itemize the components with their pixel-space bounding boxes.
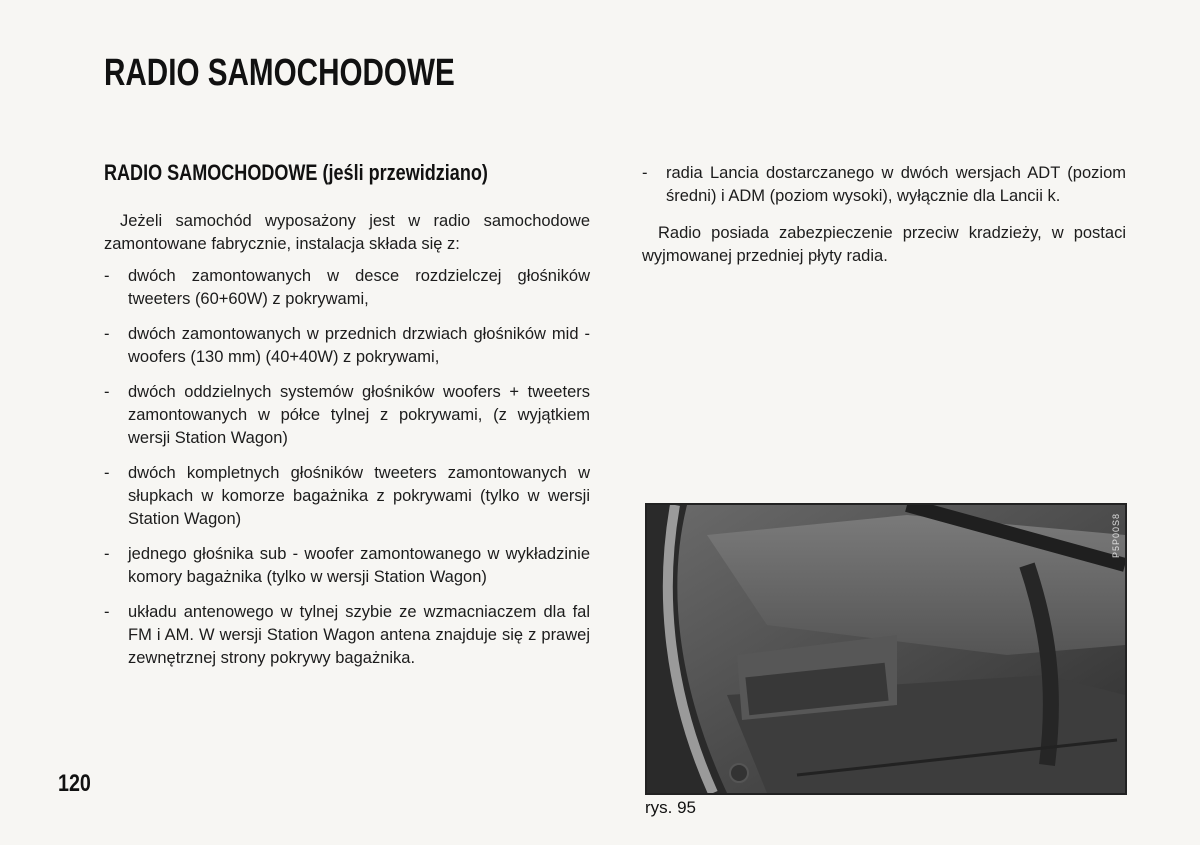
list-dash: -	[104, 325, 110, 343]
list-item	[104, 381, 590, 450]
list-item-text: radia Lancia dostarczanego w dwóch wersjach ADT (poziom średni) i ADM (poziom wysoki), wyłącznie dla Lancii k.	[666, 164, 1126, 205]
left-column	[104, 160, 590, 682]
list-item-text: dwóch zamontowanych w desce rozdzielczej głośników tweeters (60+60W) z pokrywami,	[128, 267, 590, 308]
component-list	[104, 265, 590, 670]
page-number: 120	[58, 770, 91, 797]
list-item-text: jednego głośnika sub - woofer zamontowanego w wykładzinie komory bagażnika (tylko w wersji Station Wagon)	[128, 545, 590, 586]
list-item-text: dwóch zamontowanych w przednich drzwiach głośników mid - woofers (130 mm) (40+40W) z pokrywami,	[128, 325, 590, 366]
list-dash: -	[104, 603, 110, 621]
list-item	[104, 323, 590, 369]
list-dash: -	[104, 545, 110, 563]
right-column	[642, 162, 1126, 268]
section-heading: RADIO SAMOCHODOWE (jeśli przewidziano)	[104, 160, 488, 185]
list-item	[104, 265, 590, 311]
list-item-text: układu antenowego w tylnej szybie ze wzmacniaczem dla fal FM i AM. W wersji Station Wagon antena znajduje się z prawej zewnętrznej strony pokrywy bagażnika.	[128, 603, 590, 667]
trunk-illustration	[647, 505, 1125, 793]
page-title: RADIO SAMOCHODOWE	[104, 52, 455, 94]
list-item	[104, 462, 590, 531]
list-dash: -	[104, 464, 110, 482]
list-dash: -	[642, 164, 648, 182]
intro-paragraph: Jeżeli samochód wyposażony jest w radio samochodowe zamontowane fabrycznie, instalacja składa się z:	[104, 212, 590, 253]
list-item	[104, 601, 590, 670]
list-item-text: dwóch oddzielnych systemów głośników woofers + tweeters zamontowanych w półce tylnej z pokrywami, (z wyjątkiem wersji Station Wagon)	[128, 383, 590, 447]
list-dash: -	[104, 383, 110, 401]
list-dash: -	[104, 267, 110, 285]
list-item	[642, 162, 1126, 208]
list-item	[104, 543, 590, 589]
figure-code: P5P00S8	[1111, 513, 1121, 559]
antitheft-paragraph: Radio posiada zabezpieczenie przeciw kradzieży, w postaci wyjmowanej przedniej płyty radia.	[642, 224, 1126, 265]
trunk-photo	[645, 503, 1127, 795]
figure-caption: rys. 95	[645, 798, 697, 817]
list-item-text: dwóch kompletnych głośników tweeters zamontowanych w słupkach w komorze bagażnika z pokrywami (tylko w wersji Station Wagon)	[128, 464, 590, 528]
